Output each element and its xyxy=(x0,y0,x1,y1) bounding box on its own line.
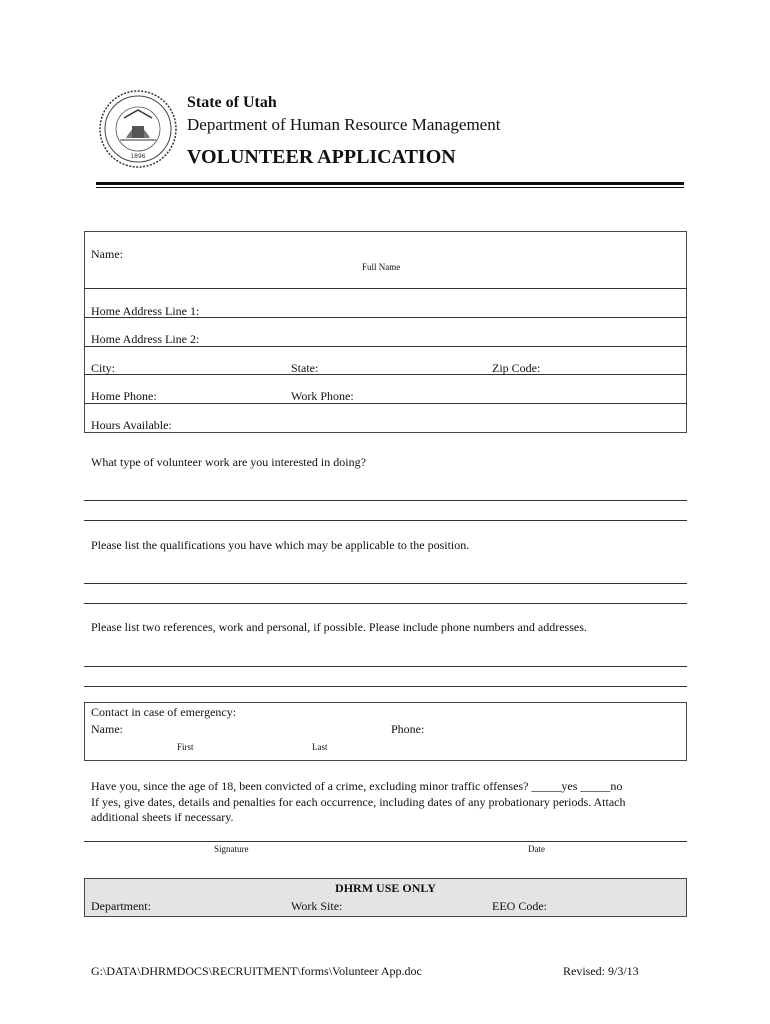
work-phone-label: Work Phone: xyxy=(291,389,354,403)
references-answer-line-1 xyxy=(84,666,687,667)
name-row-divider xyxy=(84,288,687,289)
last-name-caption: Last xyxy=(312,742,328,752)
signature-caption: Signature xyxy=(214,844,249,854)
dhrm-eeo-code-label: EEO Code: xyxy=(492,899,547,913)
header-rule-thin xyxy=(96,187,684,188)
work-type-question: What type of volunteer work are you interested in doing? xyxy=(91,455,366,469)
signature-line xyxy=(84,841,687,842)
date-caption: Date xyxy=(528,844,545,854)
full-name-caption: Full Name xyxy=(362,262,401,272)
dhrm-work-site-label: Work Site: xyxy=(291,899,343,913)
footer-file-path: G:\DATA\DHRMDOCS\RECRUITMENT\forms\Volunteer App.doc xyxy=(91,964,422,978)
qualifications-question: Please list the qualifications you have which may be applicable to the position. xyxy=(91,538,470,552)
work-type-answer-line-1 xyxy=(84,500,687,501)
state-label: State: xyxy=(291,361,319,375)
qualifications-answer-line-2 xyxy=(84,603,687,604)
emergency-heading: Contact in case of emergency: xyxy=(91,705,237,719)
city-label: City: xyxy=(91,361,116,375)
department-name: Department of Human Resource Management xyxy=(187,115,501,134)
address1-label: Home Address Line 1: xyxy=(91,304,200,318)
header-rule xyxy=(96,182,684,185)
home-phone-label: Home Phone: xyxy=(91,389,157,403)
name-label: Name: xyxy=(91,247,123,261)
references-question: Please list two references, work and personal, if possible. Please include phone numbers and addresses. xyxy=(91,620,587,634)
address2-label: Home Address Line 2: xyxy=(91,332,200,346)
conviction-additional: additional sheets if necessary. xyxy=(91,810,234,824)
state-name: State of Utah xyxy=(187,94,277,111)
dhrm-heading: DHRM USE ONLY xyxy=(335,881,436,895)
conviction-details: If yes, give dates, details and penalties for each occurrence, including dates of any probationary periods. Attach xyxy=(91,795,626,809)
work-type-answer-line-2 xyxy=(84,520,687,521)
form-title: VOLUNTEER APPLICATION xyxy=(187,146,456,168)
footer-revised-date: Revised: 9/3/13 xyxy=(563,964,639,978)
qualifications-answer-line-1 xyxy=(84,583,687,584)
emergency-phone-label: Phone: xyxy=(391,722,425,736)
zip-code-label: Zip Code: xyxy=(492,361,541,375)
references-answer-line-2 xyxy=(84,686,687,687)
first-name-caption: First xyxy=(177,742,194,752)
conviction-question: Have you, since the age of 18, been convicted of a crime, excluding minor traffic offenses? _____yes _____no xyxy=(91,779,623,793)
seal-year: 1896 xyxy=(130,153,146,160)
dhrm-department-label: Department: xyxy=(91,899,151,913)
city-row-divider xyxy=(84,374,687,375)
phone-row-divider xyxy=(84,403,687,404)
emergency-name-label: Name: xyxy=(91,722,123,736)
hours-available-label: Hours Available: xyxy=(91,418,172,432)
address2-row-divider xyxy=(84,346,687,347)
state-seal-logo xyxy=(96,88,180,170)
